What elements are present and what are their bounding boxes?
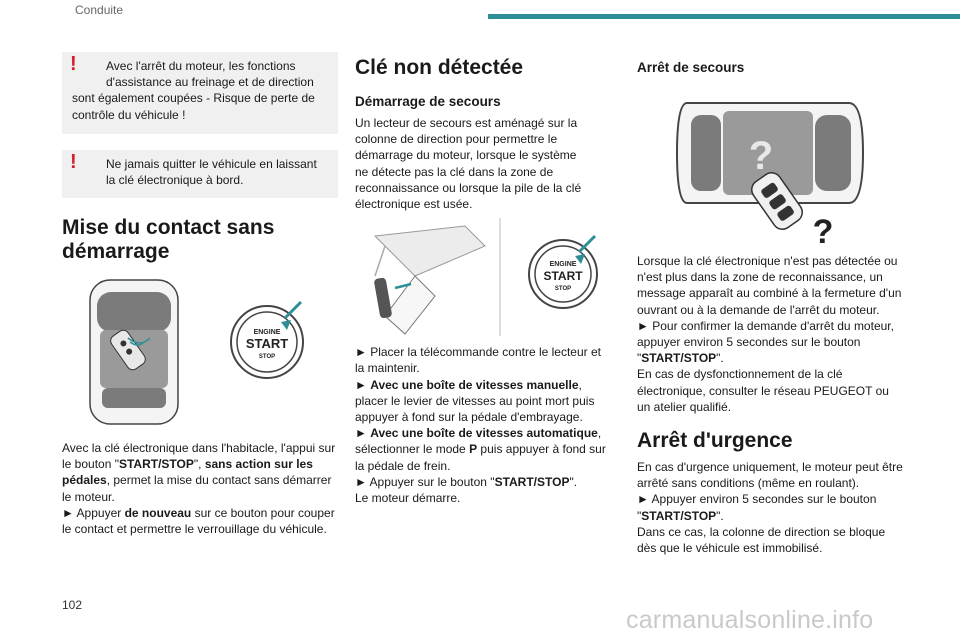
steering-column-view — [374, 218, 500, 336]
text: ► Pour confirmer la demande d'arrêt du moteur, appuyer environ 5 secondes sur le bouton " — [637, 318, 894, 366]
warning-box-1 — [62, 52, 338, 134]
car-top-view — [90, 280, 178, 424]
emergency-stop-paragraph — [637, 253, 905, 415]
text-bold: START/STOP — [118, 457, 194, 472]
emergency-stop-paragraph-2 — [637, 459, 905, 556]
step-5: Le moteur démarre. — [355, 491, 461, 506]
button-text-start: START — [245, 336, 289, 351]
text: Avec la clé électronique dans l'habitacle, l'appui sur le bouton " — [62, 441, 336, 472]
warning-2-first: Ne jamais quitter le véhicule en laissant — [106, 157, 317, 171]
start-stop-button-icon — [529, 236, 597, 308]
subheading-emergency-start: Démarrage de secours — [355, 94, 501, 109]
text: ► — [355, 426, 371, 441]
text: , sélectionner le mode — [355, 426, 602, 457]
text: En cas de dysfonctionnement de la clé électronique, consulter le réseau PEUGEOT ou un atelier qualifié. — [637, 367, 889, 414]
text-bold: P — [469, 442, 478, 457]
question-mark-icon: ? — [812, 213, 834, 251]
button-text-stop: STOP — [554, 286, 572, 293]
watermark: carmanualsonline.info — [626, 606, 874, 634]
emergency-start-steps — [355, 344, 613, 506]
text-bold: de nouveau — [124, 505, 192, 520]
column-middle — [355, 56, 613, 506]
button-text-start: START — [543, 269, 583, 284]
button-text-stop: STOP — [258, 354, 276, 360]
text: , placer le levier de vitesses au point mort puis appuyer à fond sur la pédale d'embrayage. — [355, 377, 595, 425]
backup-reader-illustration — [355, 216, 613, 340]
text: ". — [716, 508, 724, 523]
section-heading-key-not-detected: Clé non détectée — [355, 56, 524, 79]
section-heading-ignition: Mise du contact sans démarrage — [62, 216, 275, 263]
text-bold: sans action sur les pédales — [62, 457, 313, 488]
header-accent-bar — [488, 14, 960, 19]
text-bold: START/STOP — [641, 351, 717, 366]
step-1: ► Placer la télécommande contre le lecteur et la maintenir. — [355, 345, 601, 376]
warning-icon: ! — [70, 53, 77, 75]
text-bold: Avec une boîte de vitesses automatique — [370, 426, 598, 441]
warning-1-rest: sont également coupées - Risque de perte de contrôle du véhicule ! — [72, 91, 315, 122]
text: sur ce bouton pour couper le contact et permettre le verrouillage du véhicule. — [62, 505, 335, 537]
text: ", — [193, 457, 205, 472]
column-right — [637, 60, 905, 556]
section-heading-emergency-stop: Arrêt d'urgence — [637, 429, 793, 453]
column-left — [62, 52, 338, 537]
warning-1-indent: d'assistance au freinage et de direction — [106, 75, 314, 90]
text: ". — [569, 474, 578, 489]
header-section-title: Conduite — [75, 3, 124, 17]
text-bold: START/STOP — [641, 508, 717, 523]
warning-1-first: Avec l'arrêt du moteur, les fonctions — [106, 59, 296, 73]
emergency-start-intro: Un lecteur de secours est aménagé sur la colonne de direction pour permettre le démarrage du moteur, lorsque le système ne détecte pas la clé dans la zone de reconnaissance ou lorsque la pile de la clé électronique est usée. — [355, 116, 582, 212]
text: Lorsque la clé électronique n'est pas détectée ou n'est plus dans la zone de reconnaissance, un message apparaît au combiné à la fermeture d'un ouvrant ou à la demande de l'arrêt du moteur. — [637, 254, 902, 317]
key-not-detected-illustration — [637, 81, 905, 251]
text: ► — [355, 377, 371, 392]
text: ► Appuyer environ 5 secondes sur le bouton " — [637, 492, 877, 523]
warning-2-indent: la clé électronique à bord. — [106, 173, 244, 188]
page-number: 102 — [62, 598, 83, 612]
text: , permet la mise du contact sans démarrer le moteur. — [62, 473, 332, 504]
warning-box-2 — [62, 150, 338, 198]
subheading-emergency-stop: Arrêt de secours — [637, 60, 745, 75]
ignition-paragraph — [62, 440, 338, 537]
start-stop-button-icon — [231, 302, 303, 378]
button-text-engine: ENGINE — [549, 261, 577, 269]
text: En cas d'urgence uniquement, le moteur peut être arrêté sans conditions (même en roulant). — [637, 460, 903, 491]
text-bold: Avec une boîte de vitesses manuelle — [370, 377, 579, 392]
button-text-engine: ENGINE — [253, 329, 281, 336]
text: ► Appuyer sur le bouton " — [355, 474, 495, 489]
car-key-illustration — [62, 274, 338, 430]
text-bold: START/STOP — [494, 474, 570, 489]
text: ► Appuyer — [62, 505, 125, 520]
text: ". — [716, 351, 724, 366]
warning-icon: ! — [70, 151, 77, 173]
question-mark-icon: ? — [748, 134, 774, 178]
text: Dans ce cas, la colonne de direction se bloque dès que le véhicule est immobilisé. — [637, 524, 886, 556]
text: puis appuyer à fond sur la pédale de frein. — [355, 442, 606, 473]
